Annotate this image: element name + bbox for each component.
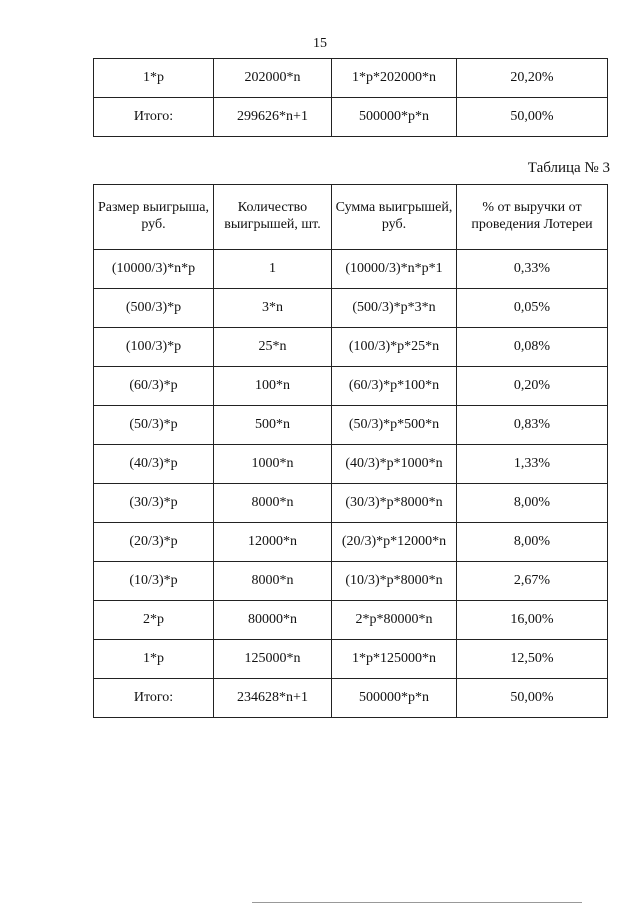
prize-sum-cell: 1*p*202000*n xyxy=(332,59,457,98)
continued-table-row xyxy=(94,98,608,137)
prize-sum-cell: (30/3)*p*8000*n xyxy=(332,484,457,523)
revenue-percent-cell: 50,00% xyxy=(457,679,608,718)
prize-count-cell: 12000*n xyxy=(214,523,332,562)
prize-sum-cell: 500000*p*n xyxy=(332,98,457,137)
prize-amount-cell: 1*p xyxy=(94,59,214,98)
prize-count-cell: 100*n xyxy=(214,367,332,406)
header-prize-sum: Сумма выигрышей, руб. xyxy=(332,185,457,250)
prize-sum-cell: 500000*p*n xyxy=(332,679,457,718)
prize-sum-cell: 2*p*80000*n xyxy=(332,601,457,640)
revenue-percent-cell: 20,20% xyxy=(457,59,608,98)
revenue-percent-cell: 0,05% xyxy=(457,289,608,328)
revenue-percent-cell: 2,67% xyxy=(457,562,608,601)
prize-amount-cell: (30/3)*p xyxy=(94,484,214,523)
continued-table-body xyxy=(94,59,608,137)
prize-amount-cell: (50/3)*p xyxy=(94,406,214,445)
prize-count-cell: 1000*n xyxy=(214,445,332,484)
prize-sum-cell: (50/3)*p*500*n xyxy=(332,406,457,445)
prize-sum-cell: (10000/3)*n*p*1 xyxy=(332,250,457,289)
prize-amount-cell: Итого: xyxy=(94,679,214,718)
prize-amount-cell: (60/3)*p xyxy=(94,367,214,406)
revenue-percent-cell: 1,33% xyxy=(457,445,608,484)
prize-sum-cell: 1*p*125000*n xyxy=(332,640,457,679)
prize-count-cell: 80000*n xyxy=(214,601,332,640)
table-row-row xyxy=(94,445,608,484)
prize-amount-cell: 1*p xyxy=(94,640,214,679)
revenue-percent-cell: 0,83% xyxy=(457,406,608,445)
revenue-percent-cell: 8,00% xyxy=(457,523,608,562)
table-row-row xyxy=(94,367,608,406)
revenue-percent-cell: 16,00% xyxy=(457,601,608,640)
table-row-row xyxy=(94,484,608,523)
table-row-row xyxy=(94,679,608,718)
header-prize-count: Количество выигрышей, шт. xyxy=(214,185,332,250)
prize-amount-cell: (20/3)*p xyxy=(94,523,214,562)
prize-amount-cell: 2*p xyxy=(94,601,214,640)
prize-amount-cell: (10000/3)*n*p xyxy=(94,250,214,289)
header-prize-amount: Размер выигрыша, руб. xyxy=(94,185,214,250)
table-row-row xyxy=(94,328,608,367)
prize-table xyxy=(93,184,608,718)
prize-sum-cell: (500/3)*p*3*n xyxy=(332,289,457,328)
prize-amount-cell: (10/3)*p xyxy=(94,562,214,601)
table-row-row xyxy=(94,601,608,640)
revenue-percent-cell: 8,00% xyxy=(457,484,608,523)
prize-count-cell: 125000*n xyxy=(214,640,332,679)
prize-sum-cell: (100/3)*p*25*n xyxy=(332,328,457,367)
table-row-row xyxy=(94,289,608,328)
prize-amount-cell: (100/3)*p xyxy=(94,328,214,367)
continued-table-row xyxy=(94,59,608,98)
prize-amount-cell: (40/3)*p xyxy=(94,445,214,484)
table-caption: Таблица № 3 xyxy=(527,160,610,176)
prize-sum-cell: (20/3)*p*12000*n xyxy=(332,523,457,562)
prize-count-cell: 202000*n xyxy=(214,59,332,98)
table-row-row xyxy=(94,406,608,445)
prize-count-cell: 25*n xyxy=(214,328,332,367)
continued-table xyxy=(93,58,608,137)
prize-count-cell: 8000*n xyxy=(214,562,332,601)
prize-table-body xyxy=(94,250,608,718)
prize-count-cell: 500*n xyxy=(214,406,332,445)
prize-amount-cell: Итого: xyxy=(94,98,214,137)
table-row-row xyxy=(94,250,608,289)
scan-mark xyxy=(252,902,582,903)
prize-count-cell: 1 xyxy=(214,250,332,289)
revenue-percent-cell: 0,33% xyxy=(457,250,608,289)
prize-sum-cell: (40/3)*p*1000*n xyxy=(332,445,457,484)
prize-sum-cell: (60/3)*p*100*n xyxy=(332,367,457,406)
prize-count-cell: 234628*n+1 xyxy=(214,679,332,718)
revenue-percent-cell: 12,50% xyxy=(457,640,608,679)
header-revenue-percent: % от выручки от проведения Лотереи xyxy=(457,185,608,250)
revenue-percent-cell: 50,00% xyxy=(457,98,608,137)
table-row-row xyxy=(94,523,608,562)
revenue-percent-cell: 0,08% xyxy=(457,328,608,367)
header-row xyxy=(94,185,608,250)
prize-amount-cell: (500/3)*p xyxy=(94,289,214,328)
prize-count-cell: 299626*n+1 xyxy=(214,98,332,137)
prize-count-cell: 3*n xyxy=(214,289,332,328)
table-row-row xyxy=(94,562,608,601)
prize-sum-cell: (10/3)*p*8000*n xyxy=(332,562,457,601)
table-row-row xyxy=(94,640,608,679)
revenue-percent-cell: 0,20% xyxy=(457,367,608,406)
prize-count-cell: 8000*n xyxy=(214,484,332,523)
page-number: 15 xyxy=(313,36,327,51)
